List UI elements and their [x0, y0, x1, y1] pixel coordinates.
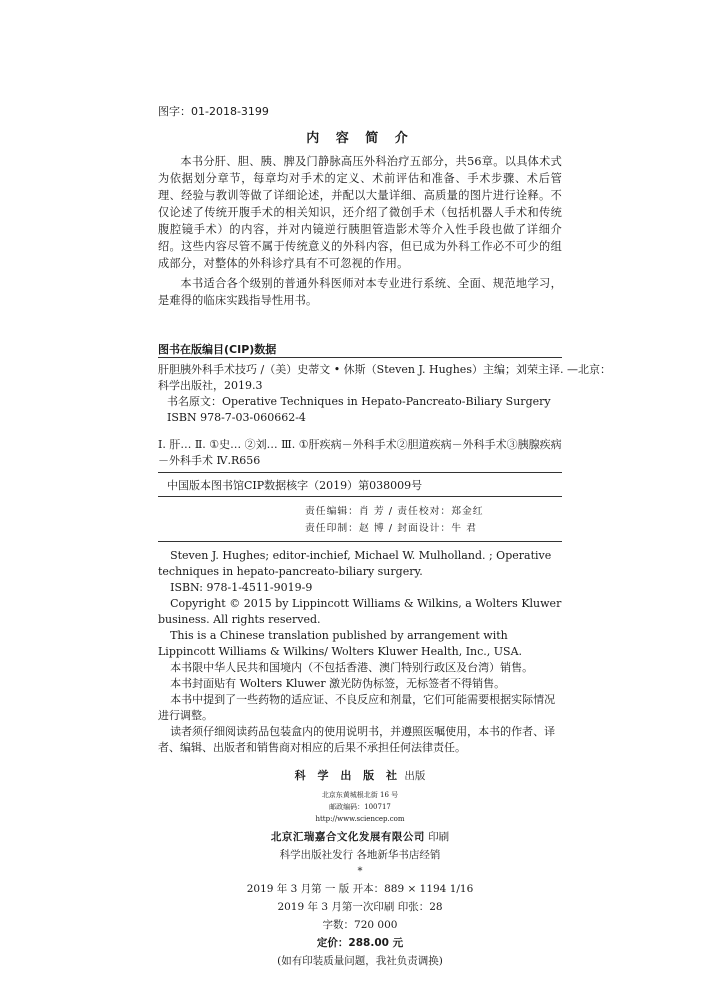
intro-title: 内 容 简 介	[306, 131, 414, 146]
original-edition-info	[158, 548, 562, 756]
distribution: 科学出版社发行 各地新华书店经销	[279, 849, 441, 861]
publisher-postcode: 邮政编码：100717	[329, 803, 391, 811]
intro-paragraph: 本书分肝、胆、胰、脾及门静脉高压外科治疗五部分，共56章。以具体术式为依据划分章节，每章均对手术的定义、术前评估和准备、手术步骤、术后管理、经验与教训等做了详细论述，并配以大量详细、高质量的图片进行诠释。不仅论述了传统开腹手术的相关知识，还介绍了微创手术（包括机器人手术和传统腹腔镜手术）的内容，并对内镜逆行胰胆管造影术等介入性手段也做了详细介绍。这些内容尽管不属于传统意义的外科内容，但已成为外科工作必不可少的组成部分，对整体的外科诊疗具有不可忽视的作用。	[158, 155, 562, 270]
publisher-name: 科 学 出 版 社	[294, 769, 401, 782]
printer-suffix: 印刷	[428, 831, 450, 843]
cip-line: 科学出版社，2019.3	[158, 379, 263, 392]
info-line: ISBN: 978-1-4511-9019-9	[170, 581, 313, 594]
cip-number: 中国版本图书馆CIP数据核字（2019）第038009号	[167, 479, 423, 492]
divider	[158, 541, 562, 542]
cip-line: ISBN 978-7-03-060662-4	[167, 411, 306, 424]
word-count: 字数：720 000	[322, 919, 398, 931]
info-line: 本书中提到了一些药物的适应证、不良反应和剂量，它们可能需要根据实际情况进行调整。	[158, 693, 556, 722]
publisher-address: 北京东黄城根北街 16 号	[321, 791, 399, 799]
printer-line	[0, 829, 720, 844]
cip-heading: 图书在版编目(CIP)数据	[158, 343, 277, 356]
editor-line: 责任印制：赵 博 / 封面设计：牛 君	[305, 523, 477, 534]
cip-line: 肝胆胰外科手术技巧 /（美）史蒂文 • 休斯（Steven J. Hughes）主编；刘荣主译. —北京：	[158, 363, 611, 376]
cip-classification: Ⅰ. 肝… Ⅱ. ①史… ②刘… Ⅲ. ①肝疾病－外科手术②胆道疾病－外科手术③胰腺疾病－外科手术 Ⅳ.R656	[158, 438, 562, 467]
info-line: This is a Chinese translation published by arrangement with Lippincott Williams & Wilkins/ Wolters Kluwer Health, Inc., USA.	[158, 629, 523, 658]
divider	[158, 496, 562, 497]
info-line: 本书限中华人民共和国境内（不包括香港、澳门特别行政区及台湾）销售。	[170, 661, 534, 674]
quality-note: (如有印装质量问题，我社负责调换)	[277, 955, 443, 967]
info-line: Steven J. Hughes; editor-inchief, Michael W. Mulholland. ; Operative techniques in hepato-pancreato-biliary surgery.	[158, 549, 552, 578]
divider	[158, 472, 562, 473]
info-line: Copyright © 2015 by Lippincott Williams & Wilkins, a Wolters Kluwer business. All rights reserved.	[158, 597, 562, 626]
intro-text	[158, 153, 562, 312]
cip-line: 书名原文：Operative Techniques in Hepato-Pancreato-Biliary Surgery	[167, 395, 551, 408]
publisher-website: http://www.sciencep.com	[315, 815, 405, 823]
printing-info: 2019 年 3 月第一次印刷 印张：28	[277, 901, 443, 913]
divider	[158, 357, 562, 358]
intro-paragraph: 本书适合各个级别的普通外科医师对本专业进行系统、全面、规范地学习，是难得的临床实践指导性用书。	[158, 277, 562, 307]
editor-line: 责任编辑：肖 芳 / 责任校对：郑金红	[305, 506, 484, 517]
info-line: 本书封面贴有 Wolters Kluwer 激光防伪标签，无标签者不得销售。	[170, 677, 506, 690]
registration-number: 图字：01-2018-3199	[158, 105, 269, 118]
printer-name: 北京汇瑞嘉合文化发展有限公司	[270, 831, 425, 843]
cip-data	[158, 362, 611, 426]
publisher-name-suffix: 出版	[404, 770, 426, 782]
separator-star: *	[357, 866, 363, 877]
info-line: 读者须仔细阅读药品包装盒内的使用说明书，并遵照医嘱使用，本书的作者、译者、编辑、出版者和销售商对相应的后果不承担任何法律责任。	[158, 725, 556, 754]
price: 定价：288.00 元	[316, 937, 404, 949]
publisher-line	[0, 767, 720, 783]
responsible-editors	[305, 503, 484, 537]
publisher-block	[0, 767, 720, 968]
edition-info: 2019 年 3 月第 一 版 开本：889 × 1194 1/16	[246, 883, 474, 895]
